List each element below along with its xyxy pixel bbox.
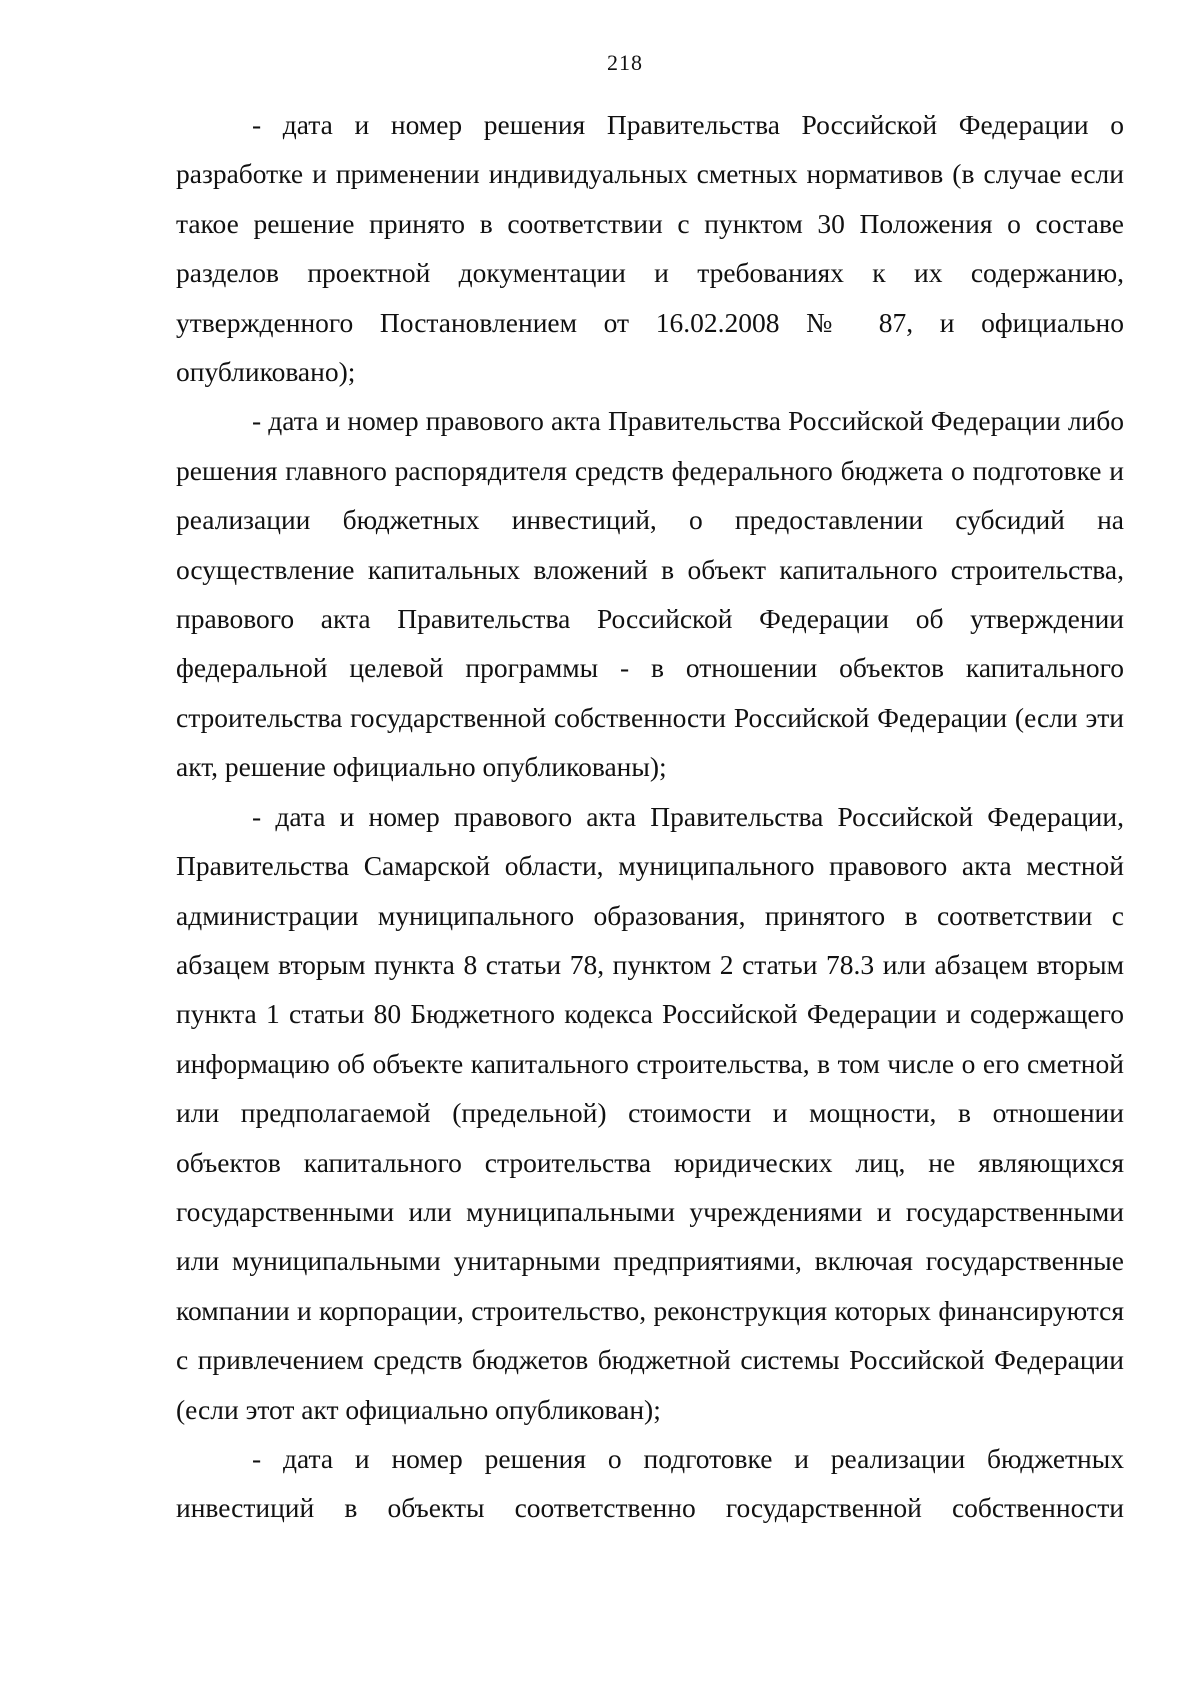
paragraph-federal-legal-act: - дата и номер правового акта Правительства Российской Федерации либо решения главного распорядителя средств федерального бюджета о подготовке и реализации бюджетных инвестиций, о предоставлении субсидий на осуществление капитальных вложений в объект капитального строительства, правового акта Правительства Российской Федерации об утверждении федеральной целевой программы - в отношении объектов капитального строительства государственной собственности Российской Федерации (если эти акт, решение официально опубликованы); [176, 405, 1124, 783]
paragraph-decision-individual-norms: - дата и номер решения Правительства Российской Федерации о разработке и применении индивидуальных сметных нормативов (в случае если такое решение принято в соответствии с пунктом 30 Положения о составе разделов проектной документации и требованиях к их содержанию, утвержденного Постановлением от 16.02.2008 № 87, и официально опубликовано); [176, 109, 1124, 388]
paragraph-regional-municipal-act: - дата и номер правового акта Правительства Российской Федерации, Правительства Самарской области, муниципального правового акта местной администрации муниципального образования, принятого в соответствии с абзацем вторым пункта 8 статьи 78, пунктом 2 статьи 78.3 или абзацем вторым пункта 1 статьи 80 Бюджетного кодекса Российской Федерации и содержащего информацию об объекте капитального строительства, в том числе о его сметной или предполагаемой (предельной) стоимости и мощности, в отношении объектов капитального строительства юридических лиц, не являющихся государственными или муниципальными учреждениями и государственными или муниципальными унитарными предприятиями, включая государственные компании и корпорации, строительство, реконструкция которых финансируются с привлечением средств бюджетов бюджетной системы Российской Федерации (если этот акт официально опубликован); [176, 800, 1124, 1425]
paragraph-investment-decision: - дата и номер решения о подготовке и реализации бюджетных инвестиций в объекты соответственно государственной собственности [176, 1442, 1124, 1524]
document-body [176, 100, 1124, 1533]
page-number: 218 [607, 50, 643, 75]
